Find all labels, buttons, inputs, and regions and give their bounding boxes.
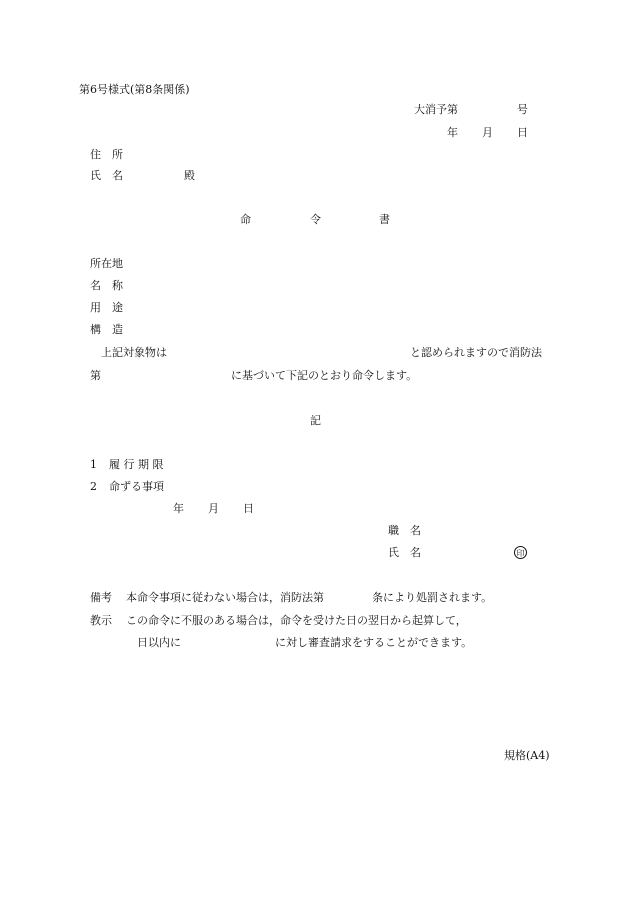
doc-number-prefix: 大消予第 bbox=[414, 103, 458, 116]
issuer-position-label: 職 名 bbox=[388, 524, 421, 537]
recipient-address-label: 住 所 bbox=[90, 148, 123, 161]
remark-text-a: 本命令事項に従わない場合は，消防法第 bbox=[126, 591, 324, 604]
recipient-name-label: 氏 名 bbox=[90, 169, 123, 182]
location-label: 所在地 bbox=[90, 257, 123, 270]
use-label: 用 途 bbox=[90, 301, 123, 314]
recipient-honorific: 殿 bbox=[184, 169, 195, 182]
date-year: 年 bbox=[447, 126, 458, 139]
seal-mark: 印 bbox=[514, 546, 527, 559]
instruction-line2-a: 日以内に bbox=[137, 636, 181, 649]
heading-char-1: 命 bbox=[240, 213, 251, 226]
issue-date-day: 日 bbox=[243, 502, 254, 515]
structure-label: 構 造 bbox=[90, 323, 123, 336]
body-line2-start: 第 bbox=[90, 369, 101, 382]
date-day: 日 bbox=[517, 126, 528, 139]
item1-number: 1 bbox=[90, 458, 97, 471]
paper-size-note: 規格(A4) bbox=[504, 749, 550, 762]
item1-label: 履 行 期 限 bbox=[109, 458, 164, 471]
item2-label: 命ずる事項 bbox=[109, 480, 164, 493]
remark-text-b: 条により処罰されます。 bbox=[372, 591, 493, 604]
heading-char-2: 令 bbox=[310, 213, 321, 226]
body-line2-end: に基づいて下記のとおり命令します。 bbox=[231, 369, 418, 382]
form-title: 第6号様式(第8条関係) bbox=[79, 83, 190, 96]
body-line1-start: 上記対象物は bbox=[101, 346, 167, 359]
ki-heading: 記 bbox=[310, 414, 321, 427]
issue-date-year: 年 bbox=[173, 502, 184, 515]
item2-number: 2 bbox=[90, 480, 97, 493]
remark-label: 備考 bbox=[90, 591, 112, 604]
instruction-line2-b: に対し審査請求をすることができます。 bbox=[275, 636, 473, 649]
doc-number-suffix: 号 bbox=[517, 103, 528, 116]
issue-date-month: 月 bbox=[208, 502, 219, 515]
heading-char-3: 書 bbox=[379, 213, 390, 226]
instruction-line1: この命令に不服のある場合は，命令を受けた日の翌日から起算して， bbox=[126, 614, 467, 627]
body-line1-end: と認められますので消防法 bbox=[410, 346, 542, 359]
property-name-label: 名 称 bbox=[90, 279, 123, 292]
date-month: 月 bbox=[482, 126, 493, 139]
instruction-label: 教示 bbox=[90, 614, 112, 627]
issuer-name-label: 氏 名 bbox=[388, 546, 421, 559]
